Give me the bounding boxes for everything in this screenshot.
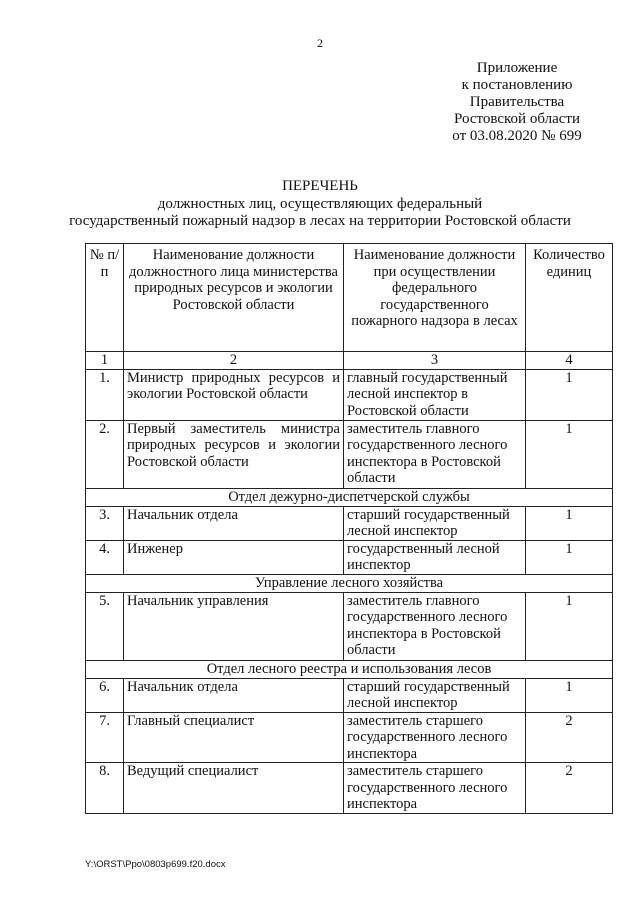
index-cell: 1 xyxy=(86,352,124,370)
count-cell: 2 xyxy=(526,763,613,814)
section-title: Отдел лесного реестра и использования лесов xyxy=(86,660,613,678)
appendix-block xyxy=(432,60,602,145)
position-cell: Ведущий специалист xyxy=(124,763,344,814)
position-cell: Инженер xyxy=(124,540,344,574)
document-heading xyxy=(0,178,640,231)
section-row xyxy=(86,660,613,678)
count-cell: 2 xyxy=(526,712,613,763)
header-count: Количество единиц xyxy=(526,244,613,352)
role-cell: заместитель старшего государственного лесного инспектора xyxy=(344,712,526,763)
table-row xyxy=(86,712,613,763)
row-number: 2. xyxy=(86,420,124,488)
row-number: 4. xyxy=(86,540,124,574)
document-subtitle-line: должностных лиц, осуществляющих федеральный xyxy=(157,195,483,212)
appendix-line: Правительства xyxy=(469,94,565,110)
table-row xyxy=(86,540,613,574)
count-cell: 1 xyxy=(526,540,613,574)
table-row xyxy=(86,420,613,488)
count-cell: 1 xyxy=(526,369,613,420)
appendix-line: от 03.08.2020 № 699 xyxy=(452,128,582,144)
count-cell: 1 xyxy=(526,420,613,488)
row-number: 8. xyxy=(86,763,124,814)
section-row xyxy=(86,488,613,506)
role-cell: заместитель старшего государственного лесного инспектора xyxy=(344,763,526,814)
table-index-row xyxy=(86,352,613,370)
position-cell: Министр природных ресурсов и экологии Ростовской области xyxy=(124,369,344,420)
table-row xyxy=(86,369,613,420)
row-number: 7. xyxy=(86,712,124,763)
position-cell: Главный специалист xyxy=(124,712,344,763)
index-cell: 3 xyxy=(344,352,526,370)
row-number: 5. xyxy=(86,592,124,660)
table-row xyxy=(86,763,613,814)
table-row xyxy=(86,592,613,660)
appendix-line: к постановлению xyxy=(461,77,573,93)
appendix-line: Ростовской области xyxy=(454,111,580,127)
role-cell: главный государственный лесной инспектор в Ростовской области xyxy=(344,369,526,420)
document-title: ПЕРЕЧЕНЬ xyxy=(282,178,358,194)
table-row xyxy=(86,678,613,712)
count-cell: 1 xyxy=(526,592,613,660)
appendix-line: Приложение xyxy=(476,60,558,76)
role-cell: заместитель главного государственного лесного инспектора в Ростовской области xyxy=(344,420,526,488)
header-position: Наименование должности должностного лица министерства природных ресурсов и экологии Ростовской области xyxy=(124,244,344,352)
header-num: № п/п xyxy=(86,244,124,352)
role-cell: заместитель главного государственного лесного инспектора в Ростовской области xyxy=(344,592,526,660)
position-cell: Начальник управления xyxy=(124,592,344,660)
count-cell: 1 xyxy=(526,678,613,712)
officials-table xyxy=(85,243,613,814)
count-cell: 1 xyxy=(526,506,613,540)
section-title: Отдел дежурно-диспетчерской службы xyxy=(86,488,613,506)
role-cell: государственный лесной инспектор xyxy=(344,540,526,574)
file-path-footer: Y:\ORST\Ppo\0803p699.f20.docx xyxy=(85,859,226,870)
role-cell: старший государственный лесной инспектор xyxy=(344,678,526,712)
section-title: Управление лесного хозяйства xyxy=(86,574,613,592)
index-cell: 4 xyxy=(526,352,613,370)
document-subtitle-line: государственный пожарный надзор в лесах на территории Ростовской области xyxy=(69,213,571,229)
page-number: 2 xyxy=(317,36,323,50)
table-row xyxy=(86,506,613,540)
position-cell: Начальник отдела xyxy=(124,506,344,540)
position-cell: Начальник отдела xyxy=(124,678,344,712)
row-number: 1. xyxy=(86,369,124,420)
index-cell: 2 xyxy=(124,352,344,370)
section-row xyxy=(86,574,613,592)
row-number: 3. xyxy=(86,506,124,540)
role-cell: старший государственный лесной инспектор xyxy=(344,506,526,540)
table-header-row xyxy=(86,244,613,352)
row-number: 6. xyxy=(86,678,124,712)
header-role: Наименование должности при осуществлении федерального государственного пожарного надзора в лесах xyxy=(344,244,526,352)
position-cell: Первый заместитель министра природных ресурсов и экологии Ростовской области xyxy=(124,420,344,488)
